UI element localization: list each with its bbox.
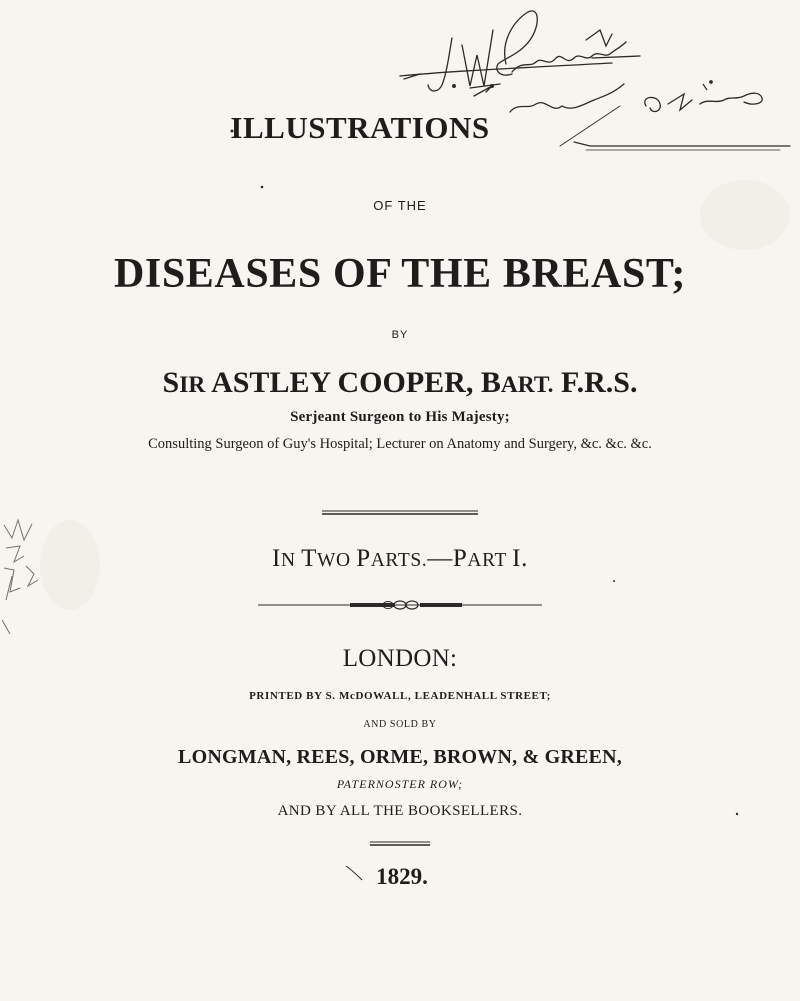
parts-p2-rest: ART — [467, 550, 513, 571]
book-subject-title: DISEASES OF THE BREAST; — [113, 251, 687, 297]
author-suffix-rest: ART. — [500, 372, 554, 398]
parts-dash: — — [427, 545, 453, 572]
consulting-surgeon-line: Consulting Surgeon of Guy's Hospital; Lecturer on Anatomy and Surgery, &c. &c. &c. — [148, 436, 652, 452]
publishers-line: LONGMAN, REES, ORME, BROWN, & GREEN, — [178, 746, 622, 768]
author-line — [0, 366, 800, 400]
sold-by-line: AND SOLD BY — [363, 719, 437, 730]
booksellers-line: AND BY ALL THE BOOKSELLERS. — [277, 803, 523, 819]
margin-scribble — [2, 520, 38, 634]
publication-year: 1829. — [376, 864, 428, 889]
by-label: BY — [391, 329, 409, 341]
parts-p1-initial: P — [356, 545, 371, 572]
author-name: ASTLEY COOPER, — [211, 366, 474, 399]
printer-line: PRINTED BY S. McDOWALL, LEADENHALL STREET; — [249, 690, 551, 702]
parts-line — [0, 545, 800, 573]
parts-in-initial: I — [272, 545, 281, 572]
street-line: PATERNOSTER ROW; — [336, 777, 464, 791]
ornamental-rule — [258, 601, 542, 609]
double-rule — [322, 511, 478, 514]
author-suffix-initial: B — [480, 366, 501, 399]
parts-p2-initial: P — [452, 545, 468, 572]
serjeant-surgeon-line: Serjeant Surgeon to His Majesty; — [290, 409, 510, 425]
author-prefix-initial: S — [162, 366, 180, 399]
london-imprint: LONDON: — [342, 645, 458, 672]
parts-number: I. — [512, 545, 528, 572]
author-prefix-rest: IR — [179, 372, 206, 398]
year-rule — [370, 842, 430, 845]
author-honours: F.R.S. — [561, 366, 638, 399]
title-of-the: OF THE — [373, 198, 427, 213]
title-illustrations: ILLUSTRATIONS — [230, 110, 490, 145]
parts-in-rest: N — [280, 550, 302, 571]
parts-two-rest: WO — [317, 550, 357, 571]
parts-p1-rest: ARTS. — [370, 550, 428, 571]
parts-two-initial: T — [301, 545, 318, 572]
